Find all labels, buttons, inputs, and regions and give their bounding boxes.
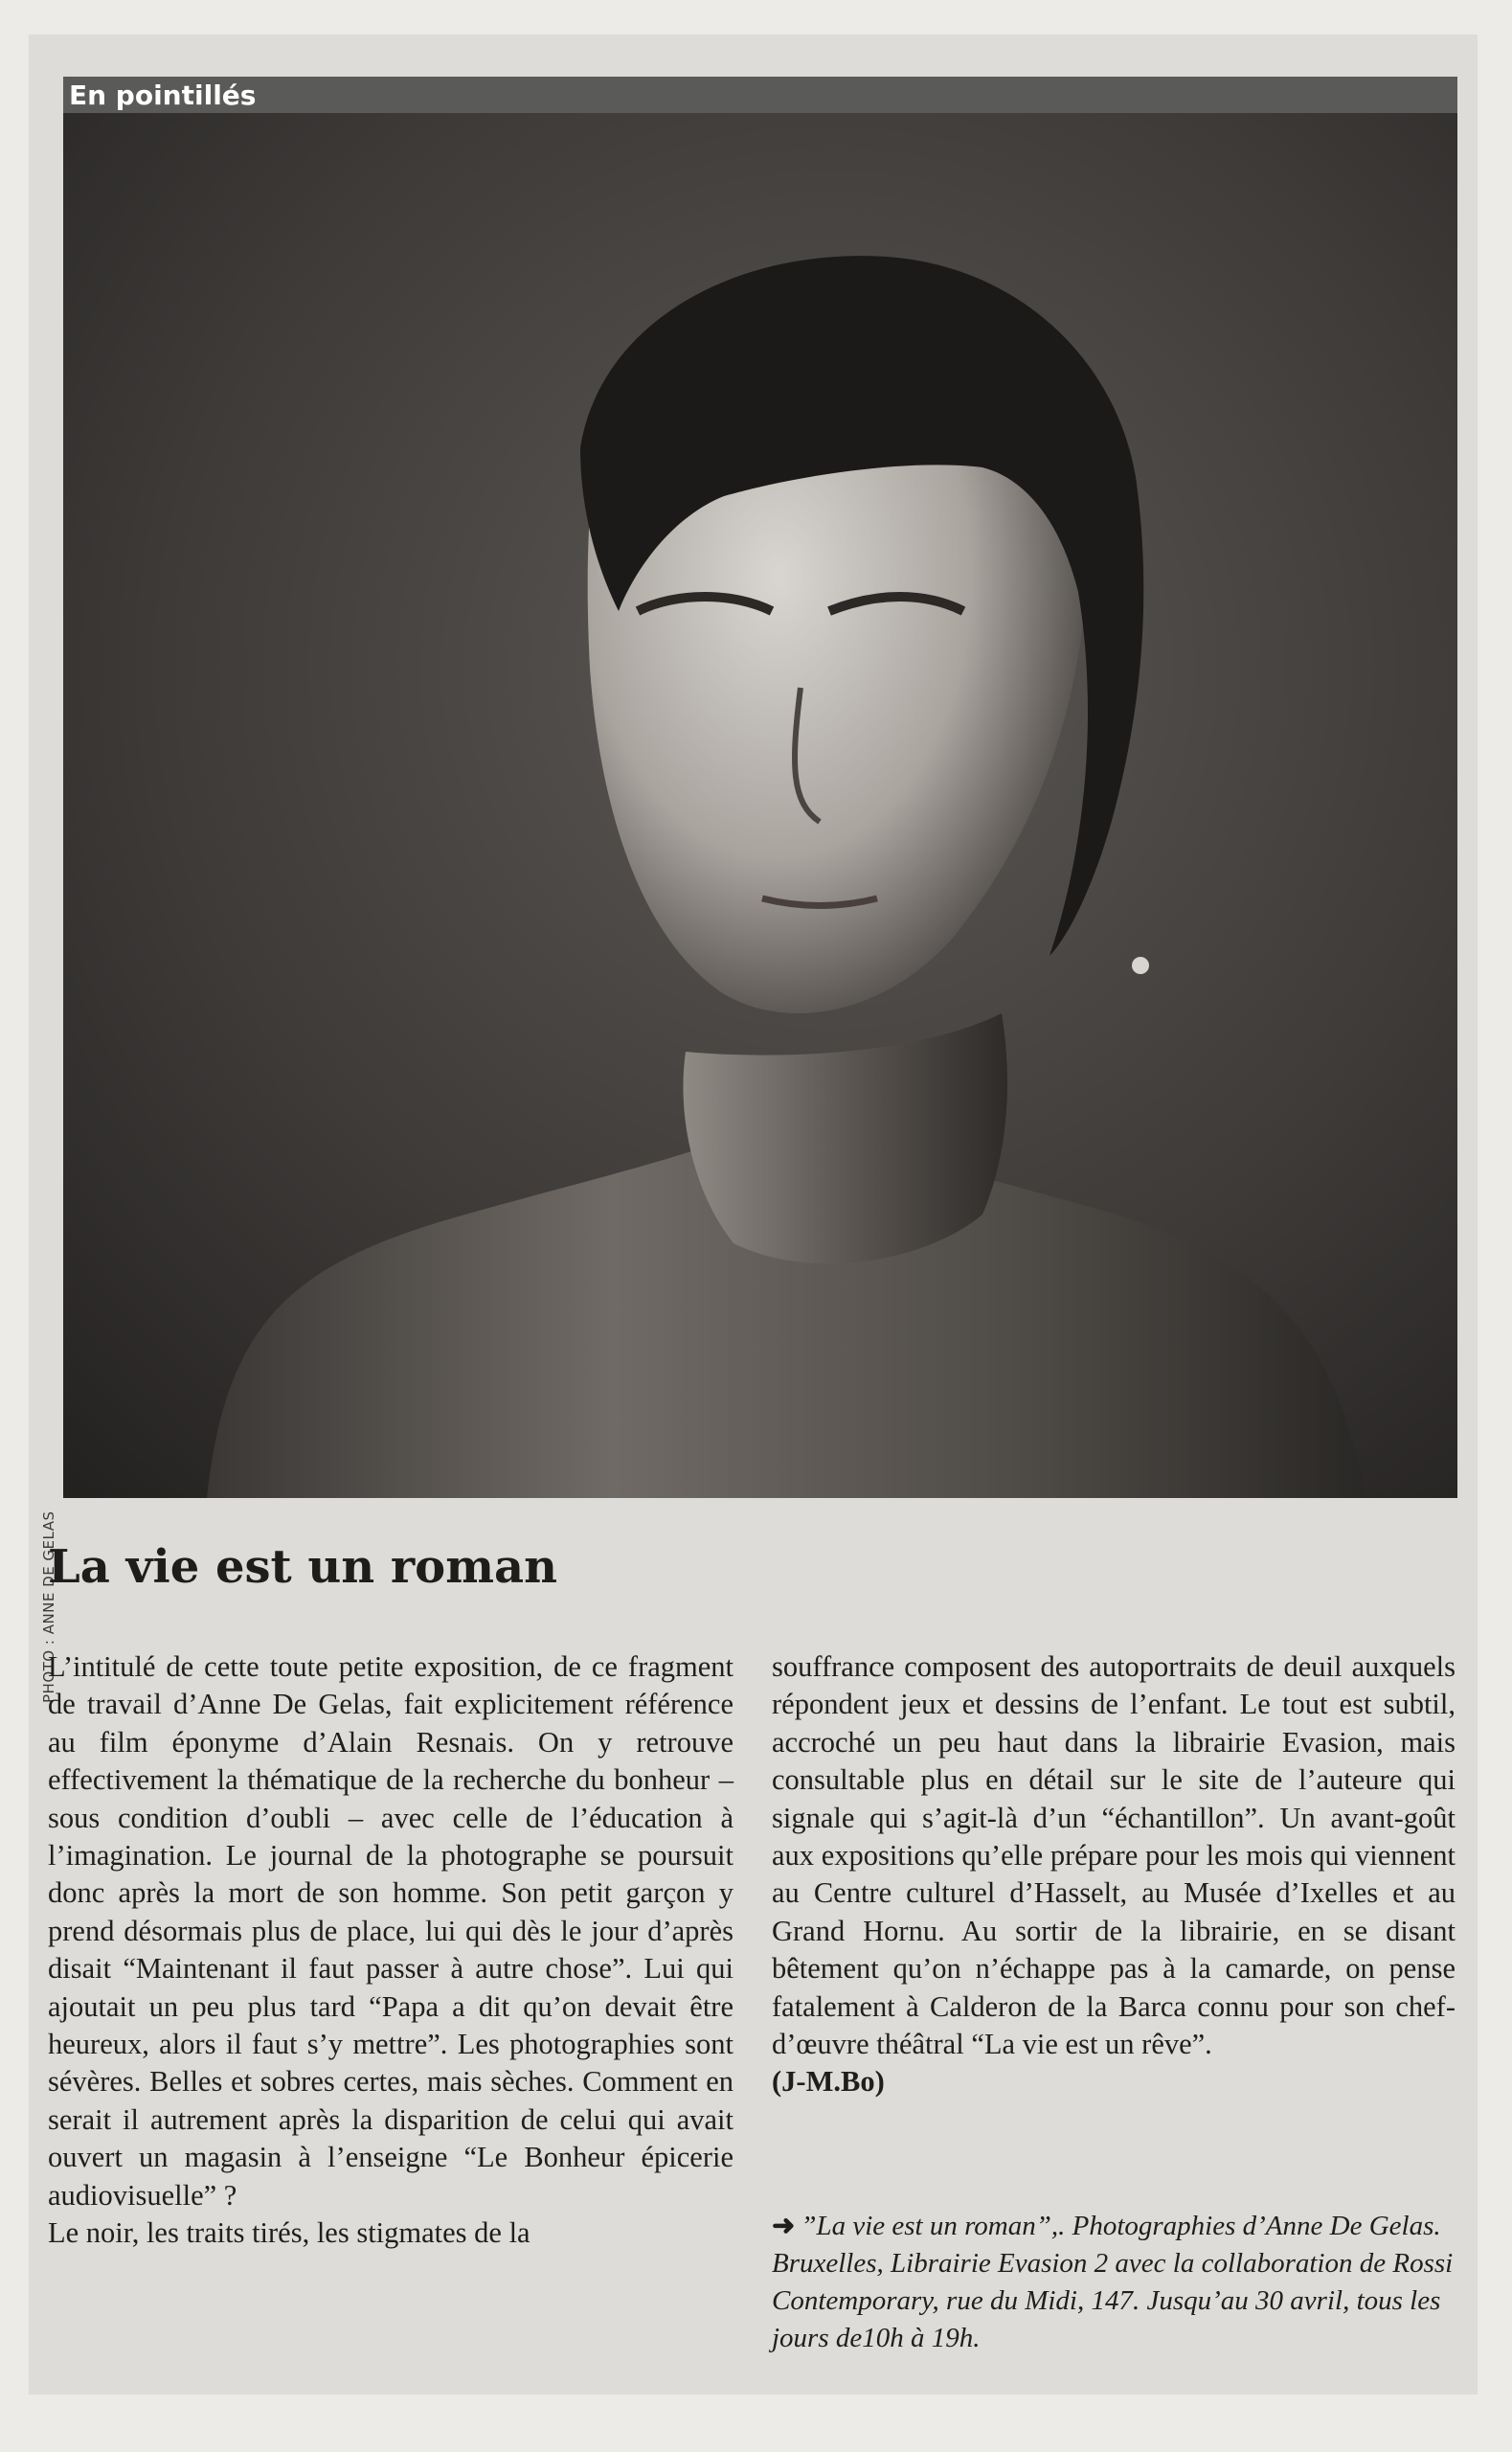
article-title: La vie est un roman [48, 1540, 557, 1594]
author-signature: (J-M.Bo) [772, 2065, 885, 2099]
exhibition-info-text: ”La vie est un roman”,. Photographies d’Anne De Gelas. Bruxelles, Librairie Evasion 2 avec la collaboration de Rossi Contemporary, rue du Midi, 147. Jusqu’au 30 avril, tous les jours de10h à 19h. [772, 2211, 1454, 2353]
section-label: En pointillés [69, 79, 257, 111]
exhibition-info [772, 2208, 1456, 2357]
portrait-image [63, 113, 1457, 1498]
photo-credit: PHOTO : ANNE DE GELAS [40, 1510, 57, 1703]
body-paragraph: L’intitulé de cette toute petite exposition, de ce fragment de travail d’Anne De Gelas, fait explicitement référence au film éponyme d’Alain Resnais. On y retrouve effectivement la thématique de la recherche du bonheur – sous condition d’oubli – avec celle de l’éducation à l’imagination. Le journal de la photographe se poursuit donc après la mort de son homme. Son petit garçon y prend désormais plus de place, lui qui dès le jour d’après disait “Maintenant il faut passer à autre chose”. Lui qui ajoutait un peu plus tard “Papa a dit qu’on devait être heureux, alors il faut s’y mettre”. Les photographies sont sévères. Belles et sobres certes, mais sèches. Comment en serait il autrement après la disparition de celui qui avait ouvert un magasin à l’enseigne “Le Bonheur épicerie audiovisuelle” ? [48, 1650, 733, 2212]
body-paragraph: Le noir, les traits tirés, les stigmates de la [48, 2216, 530, 2250]
portrait-photo [63, 113, 1457, 1498]
article-body-left-column [48, 1648, 733, 2253]
body-paragraph: souffrance composent des autoportraits de deuil auxquels répondent jeux et dessins de l’enfant. Le tout est subtil, accroché un peu haut dans la librairie Evasion, mais consultable plus en détail sur le site de l’auteure qui signale qui s’agit-là d’un “échantillon”. Un avant-goût aux expositions qu’elle prépare pour les mois qui viennent au Centre culturel d’Hasselt, au Musée d’Ixelles et au Grand Hornu. Au sortir de la librairie, en se disant bêtement qu’on n’échappe pas à la camarde, on pense fatalement à Calderon de la Barca connu pour son chef-d’œuvre théâtral “La vie est un rêve”. [772, 1650, 1456, 2061]
article-body-right-column [772, 1648, 1456, 2101]
arrow-icon: ➜ [772, 2211, 796, 2241]
section-bar [63, 77, 1457, 115]
